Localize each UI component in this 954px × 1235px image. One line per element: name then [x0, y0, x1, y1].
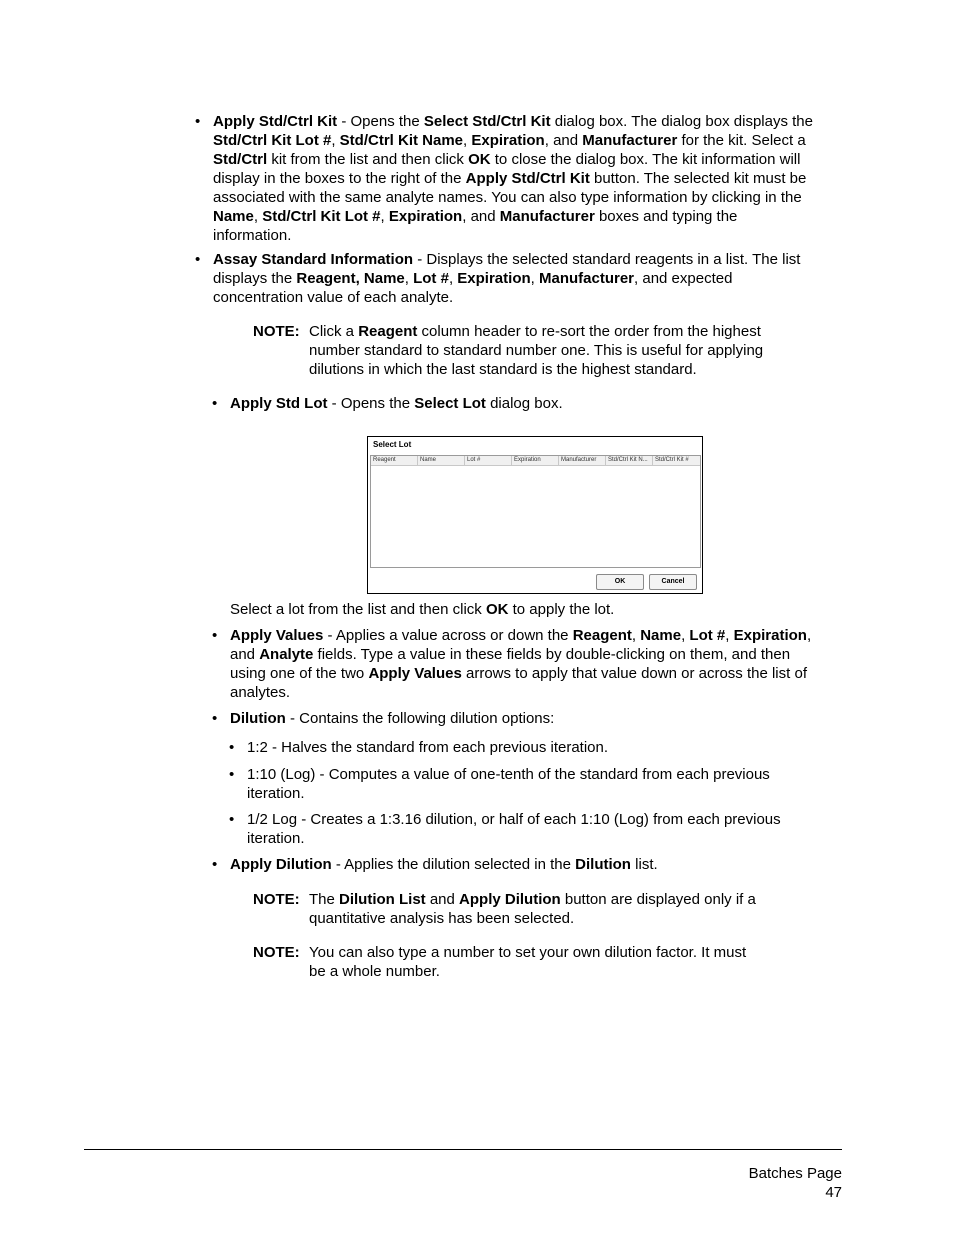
- bullet: •: [212, 856, 218, 873]
- dilution-option-half-log: 1/2 Log - Creates a 1:3.16 dilution, or half of each 1:10 (Log) from each previous iteration.: [247, 811, 781, 847]
- dilution-option-1-2: 1:2 - Halves the standard from each previous iteration.: [247, 739, 609, 756]
- bullet: •: [229, 739, 235, 756]
- bullet: •: [212, 395, 218, 412]
- apply-std-lot-paragraph: Apply Std Lot - Opens the Select Lot dialog box.: [230, 395, 563, 412]
- bullet: •: [212, 710, 218, 727]
- ok-button[interactable]: OK: [596, 574, 644, 590]
- column-header-name[interactable]: Name: [418, 456, 465, 465]
- dilution-paragraph: Dilution - Contains the following dilution options:: [230, 710, 555, 727]
- column-header-lot[interactable]: Lot #: [465, 456, 512, 465]
- bullet: •: [195, 251, 201, 268]
- note-reagent-sort: Click a Reagent column header to re-sort the order from the highest number standard to standard number one. This is useful for applying dilutions in which the last standard is the highest standard.: [309, 323, 764, 378]
- lot-list-header: [371, 456, 700, 466]
- apply-dilution-paragraph: Apply Dilution - Applies the dilution selected in the Dilution list.: [230, 856, 658, 873]
- select-lot-instruction: Select a lot from the list and then click OK to apply the lot.: [230, 601, 615, 618]
- lot-list[interactable]: [370, 455, 701, 568]
- bullet: •: [195, 113, 201, 130]
- bullet: •: [229, 811, 235, 828]
- column-header-reagent[interactable]: Reagent: [371, 456, 418, 465]
- dilution-option-1-10-log: 1:10 (Log) - Computes a value of one-tenth of the standard from each previous iteration.: [247, 766, 770, 802]
- footer: [749, 1164, 842, 1202]
- note-label: NOTE:: [253, 891, 300, 908]
- bullet: •: [212, 627, 218, 644]
- column-header-manufacturer[interactable]: Manufacturer: [559, 456, 606, 465]
- apply-kit-paragraph: Apply Std/Ctrl Kit - Opens the Select Std/Ctrl Kit dialog box. The dialog box displays the Std/Ctrl Kit Lot #, Std/Ctrl Kit Name, Expiration, and Manufacturer for the kit. Select a Std/Ctrl kit from the list and then click OK to close the dialog box. The kit information will display in the boxes to the right of the Apply Std/Ctrl Kit button. The selected kit must be associated with the same analyte names. You can also type information by clicking in the Name, Std/Ctrl Kit Lot #, Expiration, and Manufacturer boxes and typing the information.: [213, 113, 813, 244]
- column-header-kit-name[interactable]: Std/Ctrl Kit N...: [606, 456, 653, 465]
- bullet: •: [229, 766, 235, 783]
- note-dilution-factor: You can also type a number to set your own dilution factor. It must be a whole number.: [309, 944, 747, 980]
- assay-standard-paragraph: Assay Standard Information - Displays the selected standard reagents in a list. The list displays the Reagent, Name, Lot #, Expiration, Manufacturer, and expected concentration value of each analyte.: [213, 251, 801, 306]
- footer-divider: [84, 1149, 842, 1150]
- column-header-expiration[interactable]: Expiration: [512, 456, 559, 465]
- select-lot-dialog: [367, 436, 703, 594]
- page-number: 47: [825, 1184, 842, 1201]
- dialog-title: Select Lot: [373, 440, 412, 449]
- note-label: NOTE:: [253, 323, 300, 340]
- note-dilution-display: The Dilution List and Apply Dilution button are displayed only if a quantitative analysis has been selected.: [309, 891, 756, 927]
- apply-values-paragraph: Apply Values - Applies a value across or down the Reagent, Name, Lot #, Expiration, and Analyte fields. Type a value in these fields by double-clicking on them, and then using one of the two Apply Values arrows to apply that value down or across the list of analytes.: [230, 627, 812, 701]
- cancel-button[interactable]: Cancel: [649, 574, 697, 590]
- footer-title: Batches Page: [748, 1165, 842, 1182]
- column-header-kit-number[interactable]: Std/Ctrl Kit #: [655, 457, 689, 463]
- note-label: NOTE:: [253, 944, 300, 961]
